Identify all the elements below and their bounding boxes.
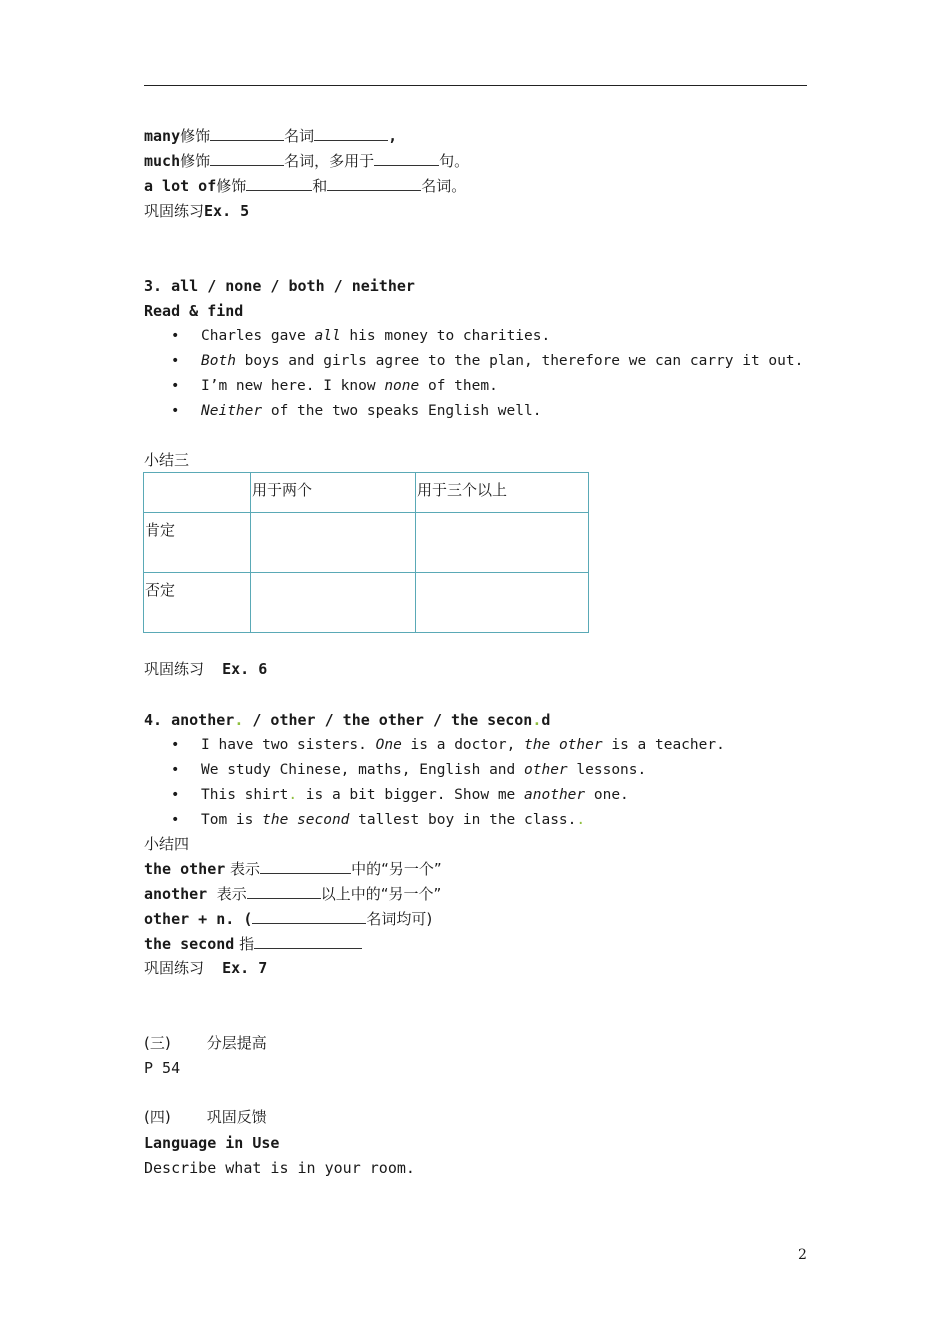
part-number: (三): [144, 1034, 171, 1052]
text: is a teacher.: [602, 737, 725, 753]
label: 表示: [207, 885, 247, 903]
example-sentence: [201, 810, 585, 830]
bullet-icon: •: [171, 812, 180, 828]
term: the other: [144, 860, 226, 878]
table-cell: [251, 573, 416, 633]
label: 名词: [284, 127, 315, 145]
blank: [314, 126, 388, 141]
table-cell: [416, 573, 589, 633]
summary-4-title: 小结四: [144, 835, 190, 853]
exercise-label: 巩固练习: [144, 660, 205, 678]
label: 名词均可): [366, 910, 433, 928]
label: 中的“另一个”: [351, 860, 442, 878]
the-second-rule-line: [144, 934, 362, 954]
term: another: [144, 885, 208, 903]
the-other-rule-line: [144, 859, 442, 879]
part-title: 巩固反馈: [206, 1108, 267, 1126]
exercise-number: Ex. 5: [204, 202, 250, 220]
text: Tom is: [201, 812, 263, 828]
term-much: much: [144, 152, 181, 170]
text: is a doctor,: [401, 737, 525, 753]
exercise-label: 巩固练习: [144, 202, 205, 220]
text: boys and girls agree to the plan, therefore we can carry it out.: [235, 353, 804, 369]
emphasis: One: [375, 737, 402, 753]
blank: [260, 859, 351, 874]
exercise-ex5: [144, 201, 249, 221]
text: his money to charities.: [340, 328, 551, 344]
exercise-ex6: [144, 659, 267, 679]
blank: [254, 934, 362, 949]
text: of them.: [419, 378, 498, 394]
summary-3-table: [143, 472, 589, 633]
example-sentence: [201, 760, 646, 780]
header-rule: [144, 85, 807, 86]
blank: [246, 176, 312, 191]
label: 和: [312, 177, 328, 195]
emphasis: none: [384, 378, 420, 394]
emphasis: Neither: [201, 403, 263, 419]
example-sentence: [201, 376, 498, 396]
term-a-lot-of: a lot of: [144, 177, 217, 195]
table-cell: [251, 513, 416, 573]
table-cell: [416, 513, 589, 573]
blank: [247, 884, 321, 899]
emphasis: the other: [524, 737, 603, 753]
label: 表示: [225, 860, 261, 878]
label: 修饰: [180, 152, 211, 170]
much-rule-line: [144, 151, 469, 171]
part-4-heading: [144, 1107, 267, 1127]
table-header-cell: 用于三个以上: [416, 473, 589, 513]
example-sentence: [201, 401, 541, 421]
exercise-number: Ex. 7: [222, 959, 268, 977]
exercise-label: 巩固练习: [144, 959, 205, 977]
blank: [374, 151, 439, 166]
example-sentence: [201, 351, 803, 371]
part-number: (四): [144, 1108, 171, 1126]
another-rule-line: [144, 884, 441, 904]
row-label: 否定: [144, 573, 251, 633]
table-header-row: [144, 473, 589, 513]
blank: [252, 909, 366, 924]
section-3-heading: 3. all / none / both / neither: [144, 277, 415, 295]
label: 指: [234, 935, 255, 953]
bullet-icon: •: [171, 787, 180, 803]
page-number: 2: [798, 1247, 807, 1263]
example-sentence: [201, 326, 550, 346]
row-label: 肯定: [144, 513, 251, 573]
bullet-icon: •: [171, 762, 180, 778]
heading-part: / other / the other / the secon: [243, 711, 533, 729]
heading-part: d: [541, 711, 551, 729]
emphasis: all: [314, 328, 341, 344]
many-rule-line: [144, 126, 397, 146]
exercise-ex7: [144, 958, 267, 978]
text: of the two speaks English well.: [262, 403, 542, 419]
text: tallest boy in the class.: [349, 812, 577, 828]
table-row: [144, 513, 589, 573]
label: 修饰: [216, 177, 247, 195]
text: We study Chinese, maths, English and: [201, 762, 525, 778]
part-3-heading: [144, 1033, 267, 1053]
other-n-rule-line: [144, 909, 432, 929]
label: 以上中的“另一个”: [320, 885, 442, 903]
text: Charles gave: [201, 328, 315, 344]
text: one.: [585, 787, 629, 803]
blank: [210, 151, 284, 166]
language-in-use-heading: Language in Use: [144, 1134, 280, 1152]
mark-dot: .: [576, 812, 586, 828]
mark-dot: .: [234, 711, 244, 729]
a-lot-of-rule-line: [144, 176, 466, 196]
bullet-icon: •: [171, 403, 180, 419]
section-4-heading: [144, 710, 550, 730]
bullet-icon: •: [171, 378, 180, 394]
table-header-cell: [144, 473, 251, 513]
blank: [210, 126, 284, 141]
exercise-number: Ex. 6: [222, 660, 268, 678]
read-find-heading: Read & find: [144, 302, 244, 320]
emphasis: the second: [262, 812, 350, 828]
bullet-icon: •: [171, 737, 180, 753]
part-title: 分层提高: [206, 1034, 267, 1052]
mark-dot: .: [532, 711, 542, 729]
term: other + n. (: [144, 910, 253, 928]
blank: [327, 176, 421, 191]
text: This shirt: [201, 787, 289, 803]
page-reference: P 54: [144, 1059, 181, 1077]
example-sentence: [201, 735, 725, 755]
label: 名词，多用于: [284, 152, 375, 170]
term: the second: [144, 935, 235, 953]
mark-dot: .: [288, 787, 298, 803]
task-instruction: Describe what is in your room.: [144, 1159, 415, 1177]
emphasis: other: [524, 762, 568, 778]
text: lessons.: [567, 762, 647, 778]
term-many: many: [144, 127, 181, 145]
emphasis: Both: [201, 353, 236, 369]
punct: ,: [388, 127, 398, 145]
label: 修饰: [180, 127, 211, 145]
label: 名词。: [421, 177, 467, 195]
text: I’m new here. I know: [201, 378, 385, 394]
heading-part: 4. another: [144, 711, 235, 729]
text: I have two sisters.: [201, 737, 376, 753]
summary-3-title: 小结三: [144, 451, 190, 469]
table-header-cell: 用于两个: [251, 473, 416, 513]
text: is a bit bigger. Show me: [297, 787, 525, 803]
example-sentence: [201, 785, 629, 805]
bullet-icon: •: [171, 353, 180, 369]
emphasis: another: [524, 787, 586, 803]
bullet-icon: •: [171, 328, 180, 344]
table-row: [144, 573, 589, 633]
label: 句。: [439, 152, 470, 170]
